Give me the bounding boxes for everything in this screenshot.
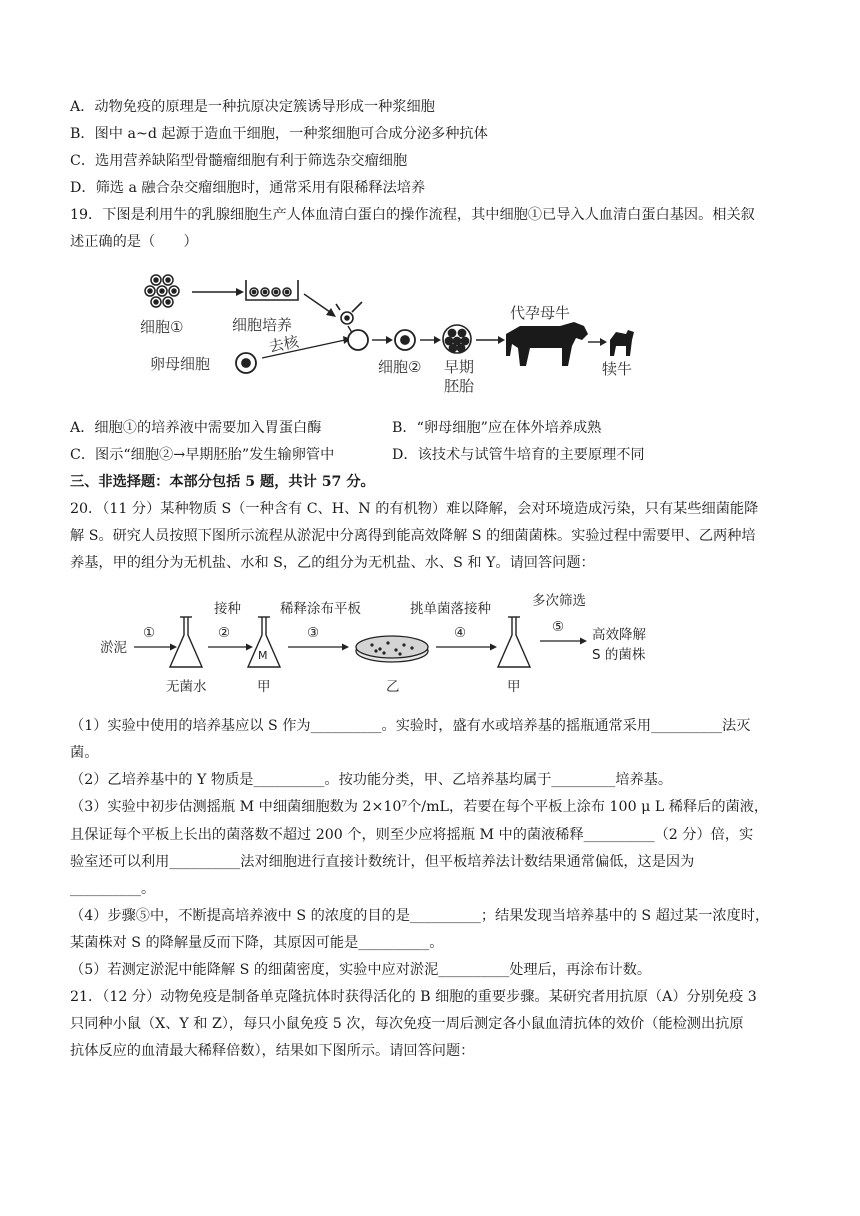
label-jia-2: 甲	[507, 679, 521, 695]
flask-jia-icon	[498, 617, 530, 667]
label-sludge: 淤泥	[100, 640, 127, 656]
cell2-icon	[395, 330, 415, 350]
q19-option-d: D．该技术与试管牛培育的主要原理不同	[392, 447, 645, 463]
early-embryo-icon	[443, 325, 471, 353]
section-heading: 三、非选择题：本部分包括 5 题，共计 57 分。	[70, 474, 375, 490]
enucleated-egg-icon	[348, 330, 368, 350]
step-4: ④	[454, 625, 467, 641]
q20-p1-line1: （1）实验中使用的培养基应以 S 作为__________。实验时，盛有水或培养基的摇瓶通常采用__________法灭	[70, 718, 751, 734]
q20-stem-line2: 解 S。研究人员按照下图所示流程从淤泥中分离得到能高效降解 S 的细菌菌株。实验过程中需要甲、乙两种培	[70, 528, 756, 544]
q20-p2: （2）乙培养基中的 Y 物质是__________。按功能分类，甲、乙培养基均属于_________培养基。	[70, 772, 673, 788]
q18-option-b: B．图中 a~d 起源于造血干细胞，一种浆细胞可合成分泌多种抗体	[70, 126, 488, 142]
q20-p3-line1: （3）实验中初步估测摇瓶 M 中细菌细胞数为 2×10⁷个/mL，若要在每个平板上涂布 100 μ L 稀释后的菌液，	[70, 799, 769, 815]
label-sterile-water: 无菌水	[166, 679, 207, 695]
label-pick: 挑单菌落接种	[410, 601, 491, 617]
label-yi: 乙	[386, 679, 400, 695]
label-calf: 犊牛	[602, 360, 633, 378]
label-result-2: S 的菌株	[592, 647, 646, 663]
cow-icon	[506, 322, 588, 366]
q20-p3-line4: __________。	[70, 881, 156, 897]
micropipette-icon	[336, 302, 362, 324]
culture-dish-icon	[246, 280, 298, 300]
step-3: ③	[307, 625, 320, 641]
label-cell2: 细胞②	[378, 358, 422, 376]
q19-option-c: C．图示“细胞②→早期胚胎”发生输卵管中	[70, 447, 335, 463]
q20-isolation-diagram	[0, 585, 860, 715]
label-m: M	[258, 649, 268, 662]
q21-stem-line1: 21．（12 分）动物免疫是制备单克隆抗体时获得活化的 B 细胞的重要步骤。某研究者用抗原（A）分别免疫 3	[70, 989, 757, 1005]
label-egg: 卵母细胞	[150, 355, 211, 373]
label-embryo-2: 胚胎	[444, 377, 475, 395]
q19-option-a: A．细胞①的培养液中需要加入胃蛋白酶	[70, 420, 322, 436]
q21-stem-line3: 抗体反应的血清最大稀释倍数），结果如下图所示。请回答问题：	[70, 1043, 475, 1059]
label-inoculate: 接种	[214, 601, 241, 617]
q20-p3-line3: 验室还可以利用__________法对细胞进行直接计数统计，但平板培养法计数结果通常偏低，这是因为	[70, 854, 695, 870]
step-5: ⑤	[552, 619, 565, 635]
q20-p1-line2: 菌。	[70, 745, 99, 761]
label-culture: 细胞培养	[232, 316, 293, 334]
q18-option-a: A．动物免疫的原理是一种抗原决定簇诱导形成一种浆细胞	[70, 99, 435, 115]
calf-icon	[610, 330, 634, 356]
q20-p4-line2: 某菌株对 S 的降解量反而下降，其原因可能是__________。	[70, 935, 444, 951]
q19-cloning-diagram	[0, 260, 860, 420]
flask-sterile-water-icon	[170, 617, 202, 667]
q18-option-c: C．选用营养缺陷型骨髓瘤细胞有利于筛选杂交瘤细胞	[70, 153, 408, 169]
petri-dish-icon	[356, 636, 428, 662]
q19-option-b: B．“卵母细胞”应在体外培养成熟	[392, 420, 602, 436]
label-screen: 多次筛选	[532, 593, 586, 609]
q20-p3-line2: 且保证每个平板上长出的菌落数不超过 200 个，则至少应将摇瓶 M 中的菌液稀释__________（2 分）倍，实	[70, 827, 754, 843]
q20-stem-line3: 养基，甲的组分为无机盐、水和 S，乙的组分为无机盐、水、S 和 Y。请回答问题：	[70, 555, 595, 571]
cell-cluster-icon	[145, 275, 179, 307]
label-enucleate: 去核	[267, 332, 301, 356]
q19-stem-line1: 19．下图是利用牛的乳腺细胞生产人体血清白蛋白的操作流程，其中细胞①已导入人血清白蛋白基因。相关叙	[70, 207, 755, 223]
egg-cell-icon	[236, 353, 256, 373]
step-2: ②	[218, 625, 231, 641]
label-surrogate: 代孕母牛	[510, 304, 571, 322]
q21-stem-line2: 只同种小鼠（X、Y 和 Z），每只小鼠免疫 5 次，每次免疫一周后测定各小鼠血清抗体的效价（能检测出抗原	[70, 1016, 744, 1032]
q20-p5: （5）若测定淤泥中能降解 S 的细菌密度，实验中应对淤泥__________处理后，再涂布计数。	[70, 962, 652, 978]
label-jia-1: 甲	[257, 679, 271, 695]
step-1: ①	[143, 625, 156, 641]
label-result-1: 高效降解	[592, 627, 646, 643]
label-cell1: 细胞①	[140, 318, 184, 336]
q20-stem-line1: 20．（11 分）某种物质 S（一种含有 C、H、N 的有机物）难以降解，会对环境造成污染，只有某些细菌能降	[70, 501, 759, 517]
label-spread: 稀释涂布平板	[280, 601, 361, 617]
q18-option-d: D．筛选 a 融合杂交瘤细胞时，通常采用有限稀释法培养	[70, 180, 426, 196]
q20-p4-line1: （4）步骤⑤中，不断提高培养液中 S 的浓度的目的是__________；结果发现当培养基中的 S 超过某一浓度时，	[70, 908, 770, 924]
q19-stem-line2: 述正确的是（ ）	[70, 234, 198, 250]
label-embryo-1: 早期	[444, 358, 475, 376]
